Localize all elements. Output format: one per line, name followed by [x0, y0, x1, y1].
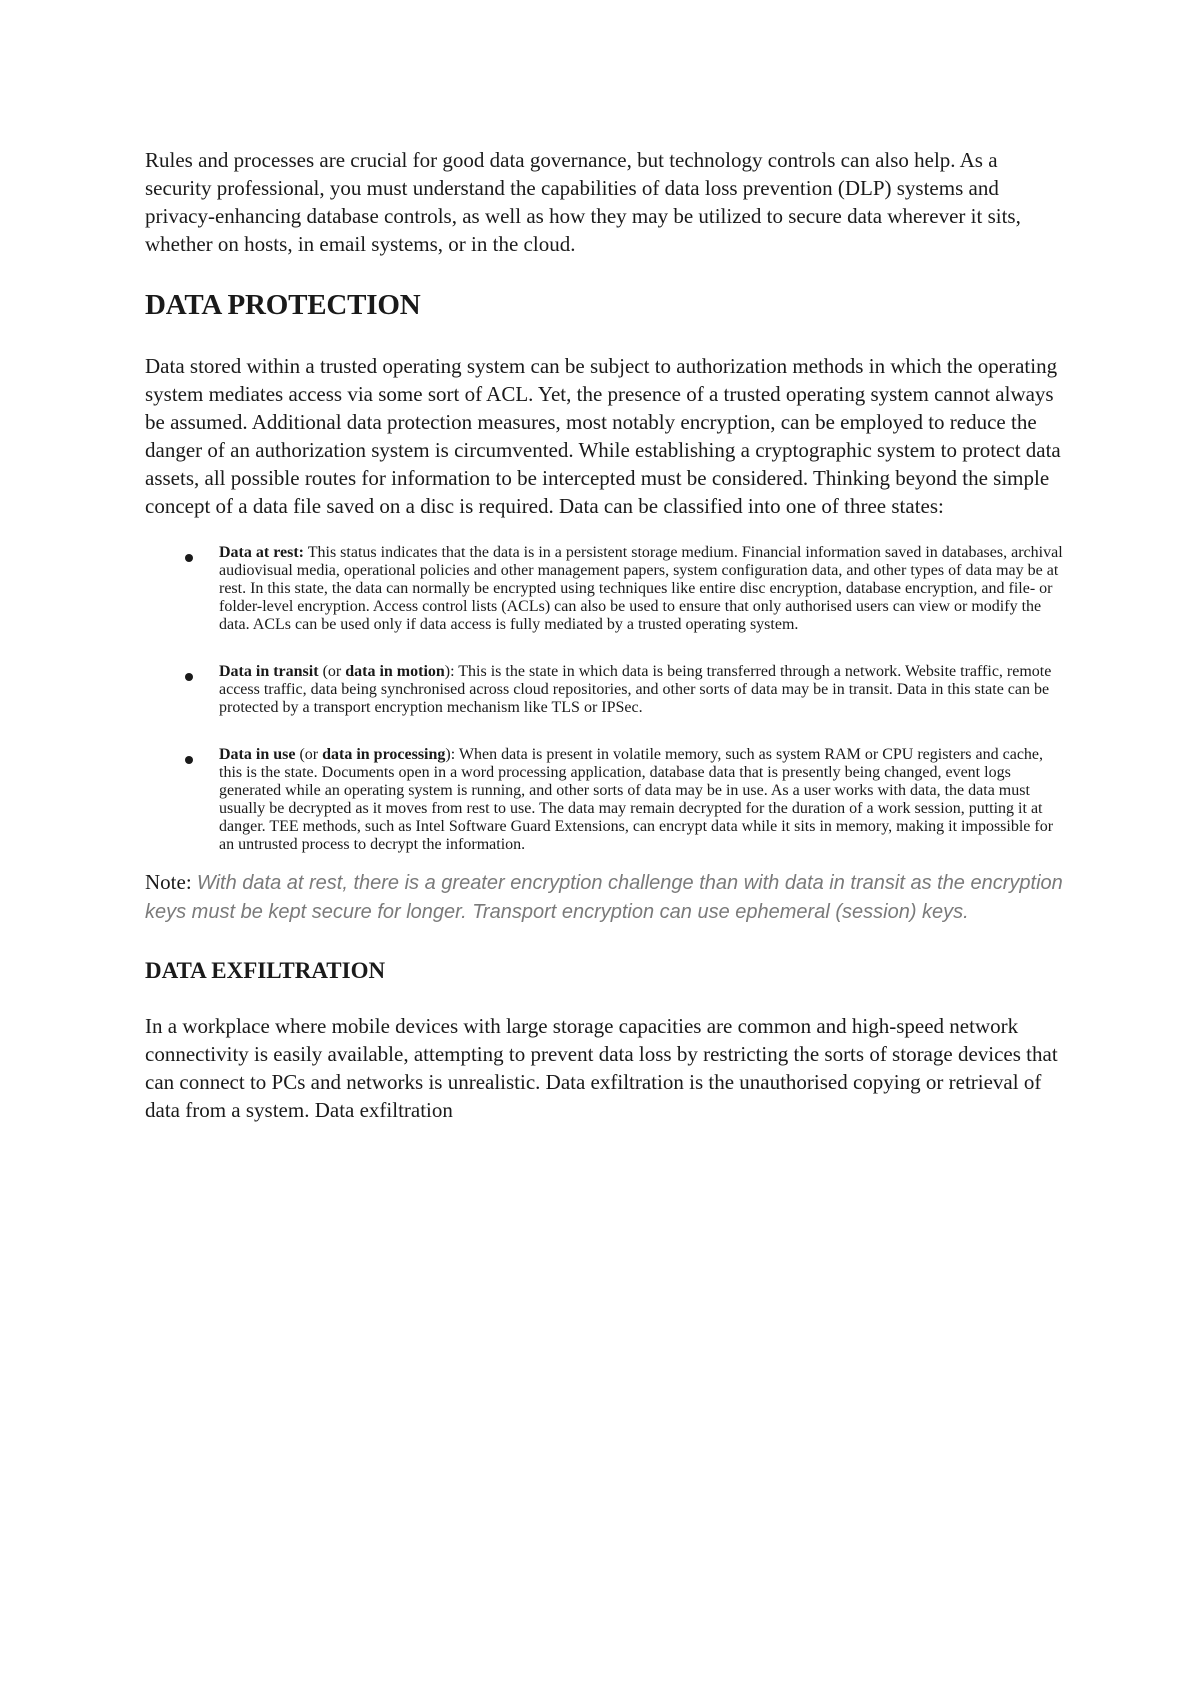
data-exfiltration-paragraph: In a workplace where mobile devices with large storage capacities are common and high-speed network connectivity is easily available, attempting to prevent data loss by restricting the sorts of storage devices that can connect to PCs and networks is unrealistic. Data exfiltration is the unauthorised copying or retrieval of data from a system. Data exfiltration — [145, 1014, 1058, 1122]
state-term: Data in transit — [219, 663, 319, 680]
list-item-data-in-transit — [145, 663, 1065, 717]
note-paragraph — [145, 868, 1065, 926]
state-term: Data at rest: — [219, 544, 305, 561]
note-text: With data at rest, there is a greater encryption challenge than with data in transit as the encryption keys must be kept secure for longer. Transport encryption can use ephemeral (session) keys. — [145, 872, 1063, 923]
state-description: : When data is present in volatile memory, such as system RAM or CPU registers and cache, this is the state. Documents open in a word processing application, database data that is presently being changed, event logs generated while an operating system is running, and other sorts of data may be in use. As a user works with data, the data must usually be decrypted as it moves from rest to use. The data may remain decrypted for the duration of a work session, putting it at danger. TEE methods, such as Intel Software Guard Extensions, can encrypt data while it sits in memory, making it impossible for an untrusted process to decrypt the information. — [219, 746, 1054, 853]
state-description: : This is the state in which data is being transferred through a network. Website traffic, remote access traffic, data being synchronised across cloud repositories, and other sorts of data may be in transit. Data in this state can be protected by a transport encryption mechanism like TLS or IPSec. — [219, 663, 1052, 716]
state-aside-close: ) — [445, 746, 451, 763]
bullet-icon — [185, 554, 193, 562]
note-label: Note: — [145, 870, 197, 894]
state-aside-close: ) — [444, 663, 451, 680]
data-protection-heading: DATA PROTECTION — [145, 289, 421, 321]
state-description: This status indicates that the data is in a persistent storage medium. Financial information saved in databases, archival audiovisual media, operational policies and other management papers, system configuration data, and other types of data may be at rest. In this state, the data can normally be encrypted using techniques like entire disc encryption, database encryption, and file- or folder-level encryption. Access control lists (ACLs) can also be used to ensure that only authorised users can view or modify the data. ACLs can be used only if data access is fully mediated by a trusted operating system. — [219, 544, 1063, 633]
state-aside-open: (or — [318, 663, 346, 680]
intro-paragraph: Rules and processes are crucial for good data governance, but technology controls can also help. As a security professional, you must understand the capabilities of data loss prevention (DLP) systems and privacy-enhancing database controls, as well as how they may be utilized to secure data wherever it sits, whether on hosts, in email systems, or in the cloud. — [145, 148, 1021, 256]
state-term: Data in use — [219, 746, 296, 763]
state-alt-term: data in processing — [322, 746, 446, 763]
list-item-data-at-rest — [145, 544, 1065, 634]
data-exfiltration-heading: DATA EXFILTRATION — [145, 958, 386, 983]
data-states-list — [145, 544, 1065, 854]
list-item-data-in-use — [145, 746, 1065, 854]
data-protection-paragraph: Data stored within a trusted operating system can be subject to authorization methods in which the operating system mediates access via some sort of ACL. Yet, the presence of a trusted operating system cannot always be assumed. Additional data protection measures, most notably encryption, can be employed to reduce the danger of an authorization system is circumvented. While establishing a cryptographic system to protect data assets, all possible routes for information to be intercepted must be considered. Thinking beyond the simple concept of a data file saved on a disc is required. Data can be classified into one of three states: — [145, 354, 1061, 518]
state-aside-open: (or — [295, 746, 323, 763]
bullet-icon — [185, 756, 193, 764]
state-alt-term: data in motion — [345, 663, 445, 680]
bullet-icon — [185, 673, 193, 681]
document-page — [145, 146, 1065, 1124]
